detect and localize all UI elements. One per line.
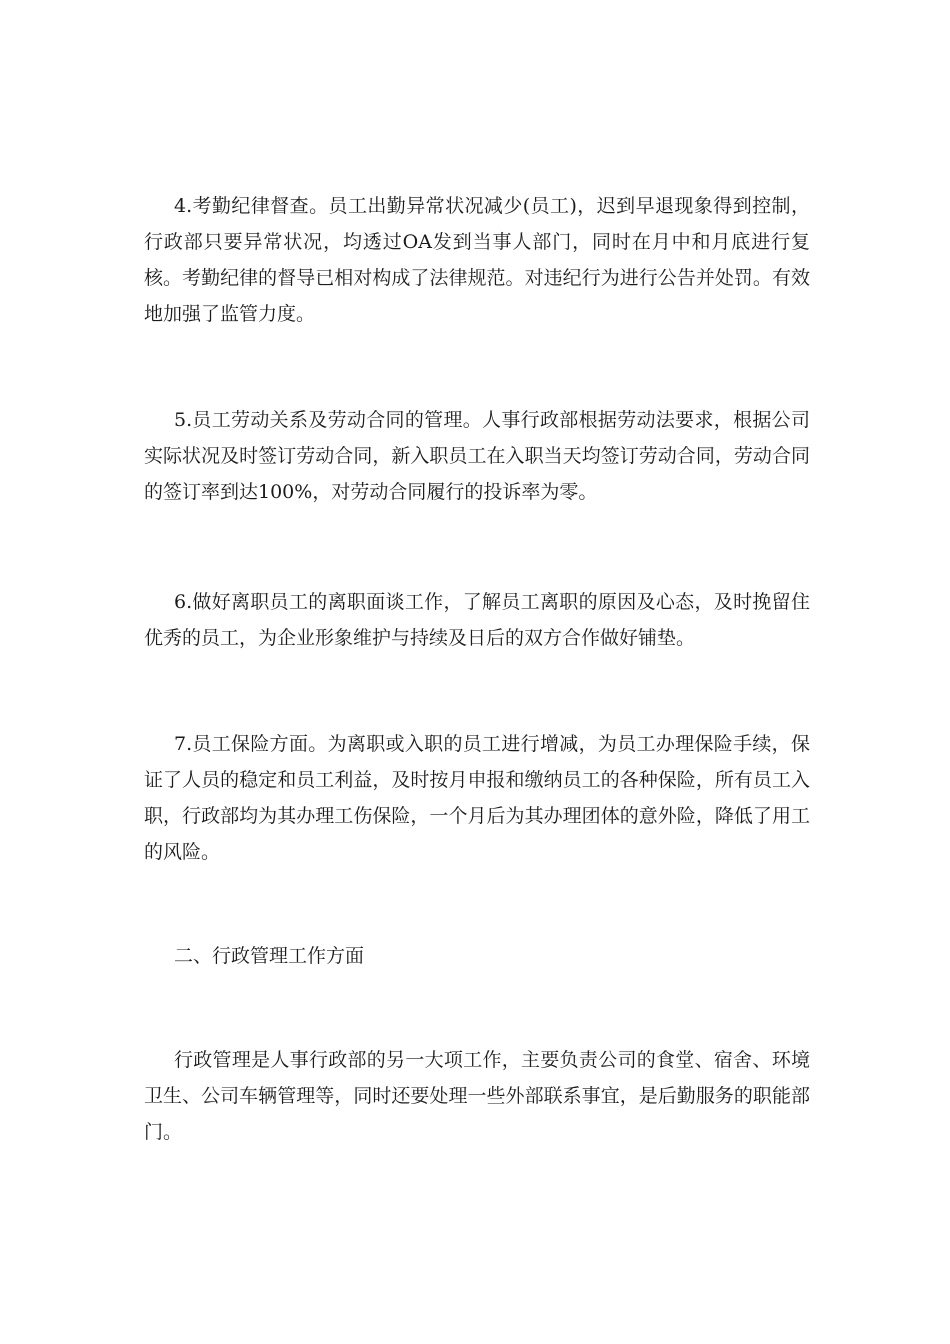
section-heading: 二、行政管理工作方面 — [174, 945, 365, 967]
paragraph-labor-contracts: 5.员工劳动关系及劳动合同的管理。人事行政部根据劳动法要求，根据公司实际状况及时签订劳动合同，新入职员工在入职当天均签订劳动合同，劳动合同的签订率到达100%，对劳动合同履行的投诉率为零。 — [144, 409, 810, 503]
paragraph-exit-interviews: 6.做好离职员工的离职面谈工作，了解员工离职的原因及心态，及时挽留住优秀的员工，为企业形象维护与持续及日后的双方合作做好铺垫。 — [144, 591, 810, 649]
paragraph-administration: 行政管理是人事行政部的另一大项工作，主要负责公司的食堂、宿舍、环境卫生、公司车辆管理等，同时还要处理一些外部联系事宜，是后勤服务的职能部门。 — [144, 1049, 810, 1143]
paragraph-attendance-discipline: 4.考勤纪律督查。员工出勤异常状况减少(员工)，迟到早退现象得到控制，行政部只要异常状况，均透过OA发到当事人部门，同时在月中和月底进行复核。考勤纪律的督导已相对构成了法律规范。对违纪行为进行公告并处罚。有效地加强了监管力度。 — [144, 195, 810, 325]
paragraph-employee-insurance: 7.员工保险方面。为离职或入职的员工进行增减，为员工办理保险手续，保证了人员的稳定和员工利益，及时按月申报和缴纳员工的各种保险，所有员工入职，行政部均为其办理工伤保险，一个月后为其办理团体的意外险，降低了用工的风险。 — [144, 733, 810, 863]
